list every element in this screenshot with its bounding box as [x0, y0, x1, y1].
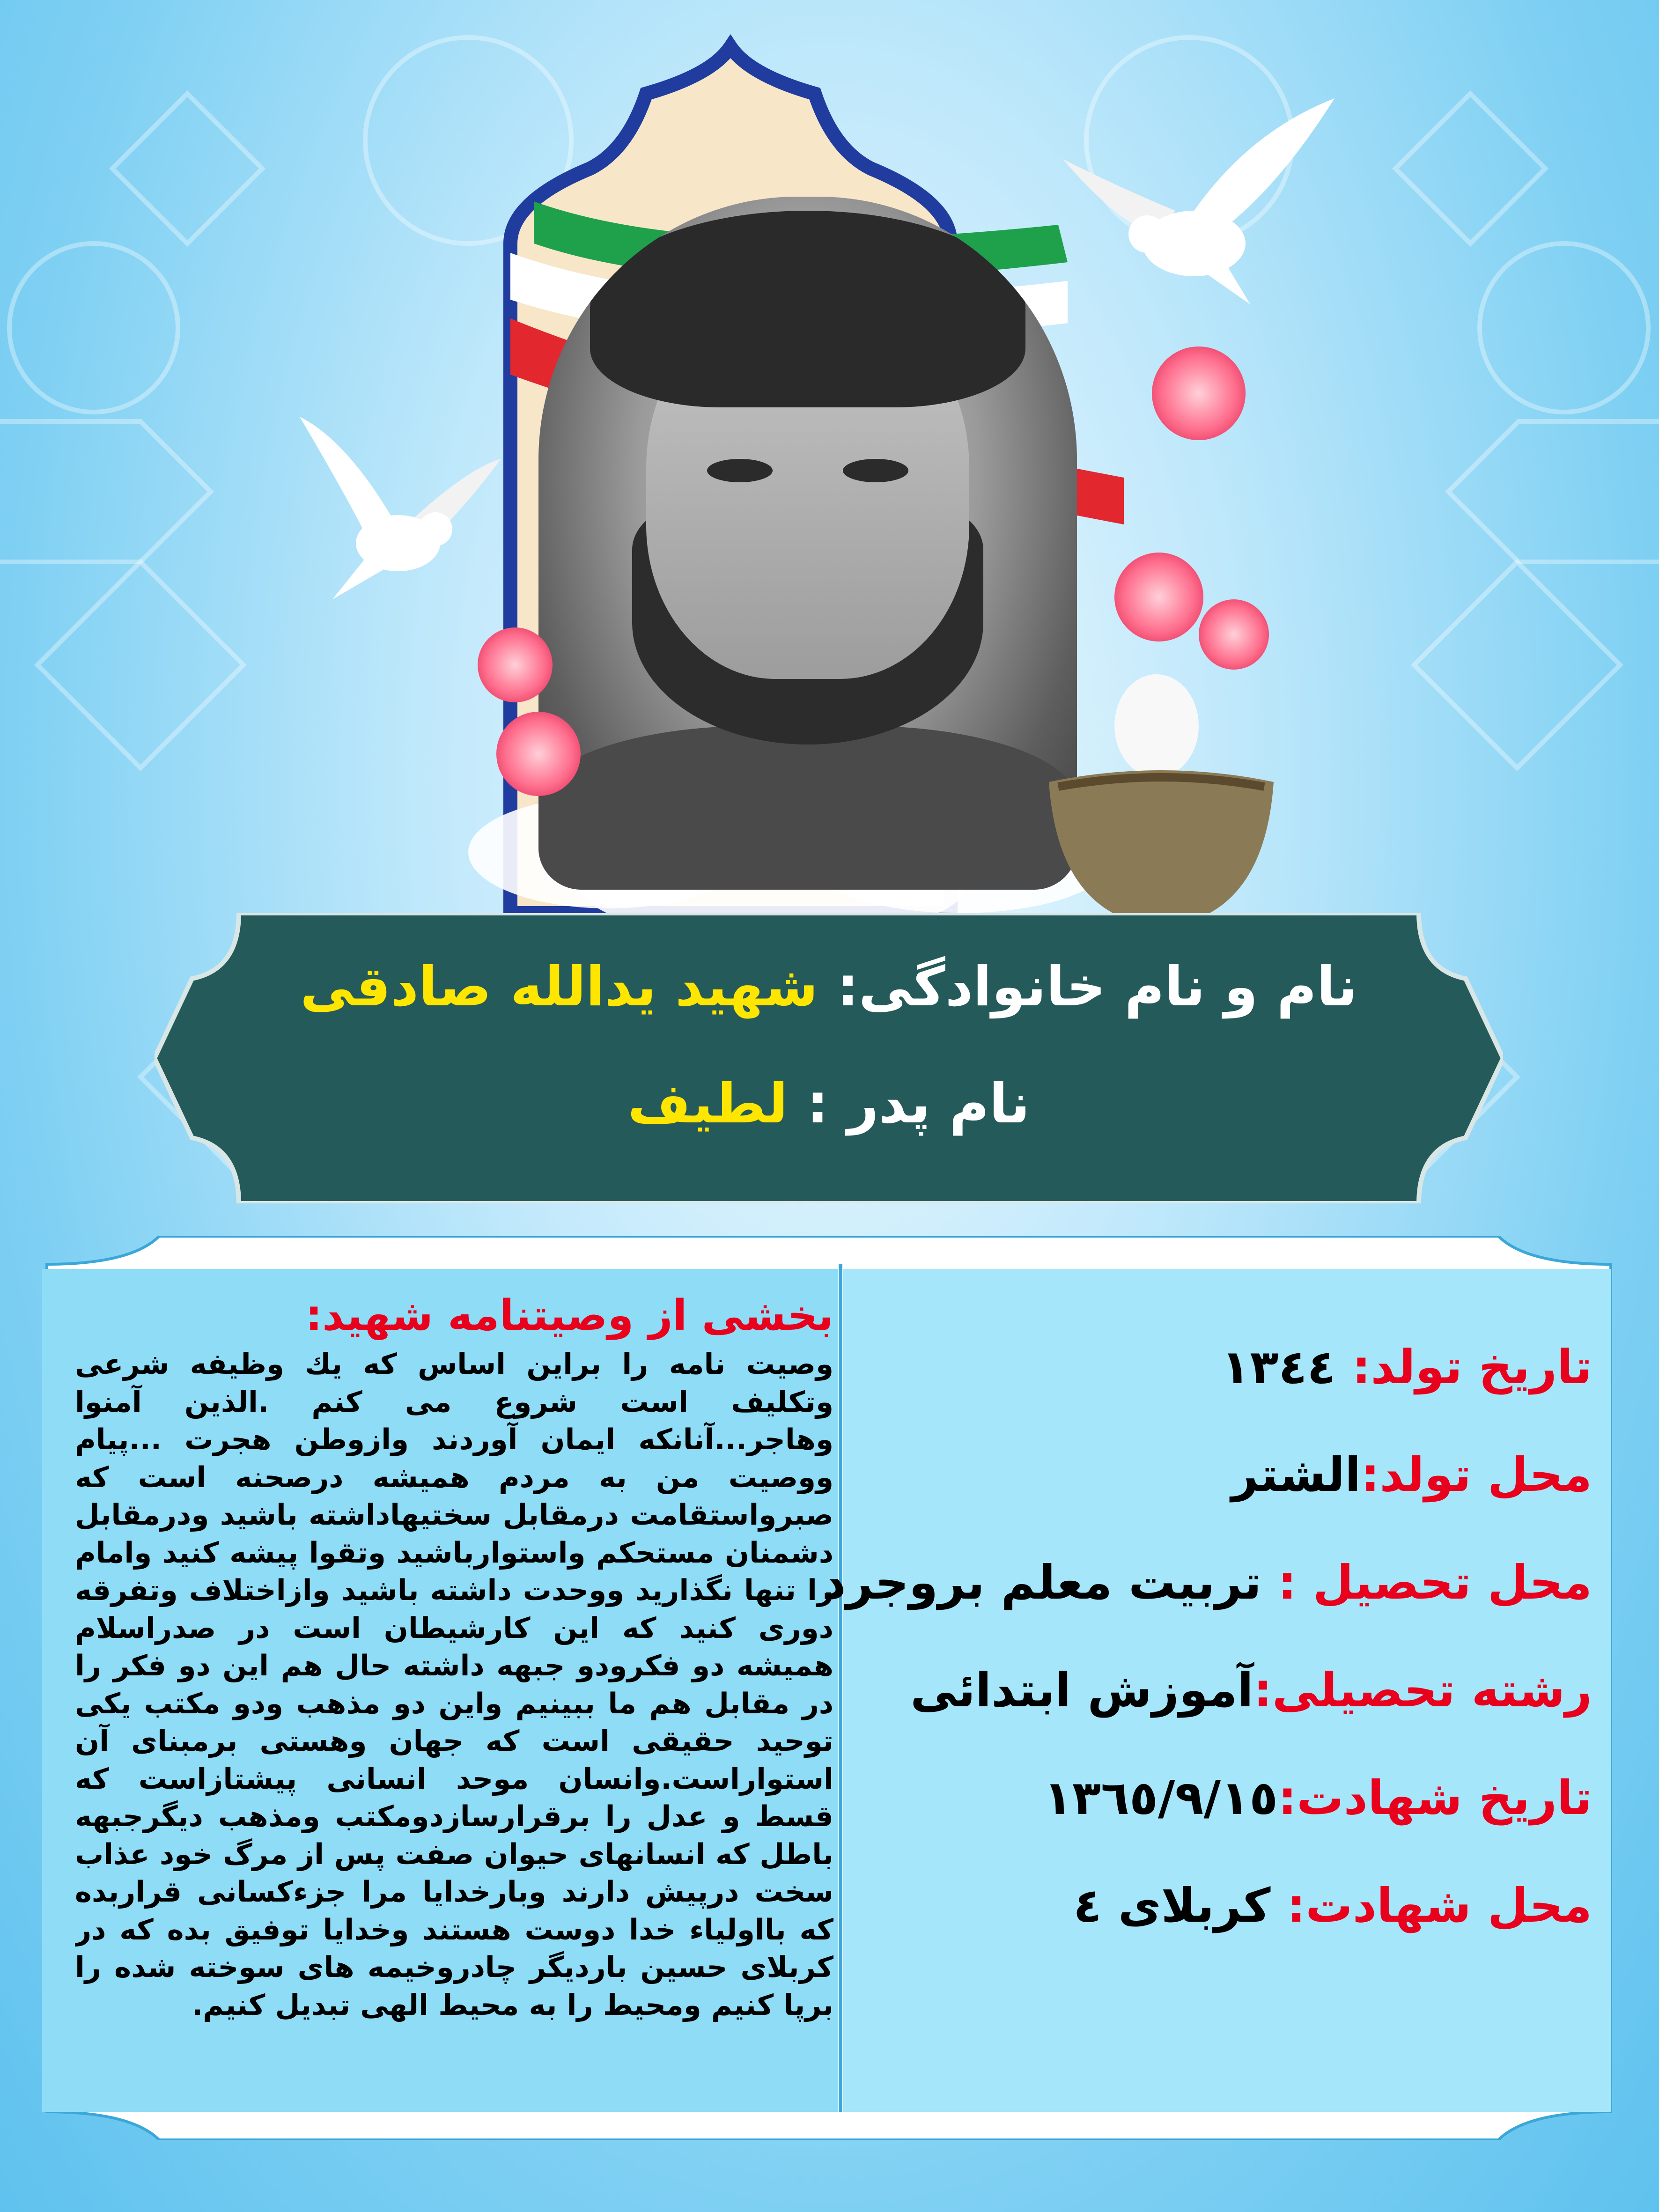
info-row-birth-place: [880, 1447, 1592, 1555]
will-panel: [75, 1292, 833, 2088]
helmet-icon: [1040, 674, 1283, 936]
name-banner: [155, 913, 1503, 1203]
name-label: نام و نام خانوادگی:: [837, 955, 1357, 1018]
info-value: تربیت معلم بروجرد: [822, 1555, 1278, 1610]
rose-icon: [496, 712, 581, 796]
rose-icon: [478, 627, 553, 702]
info-value: ١٣٦٥/٩/١٥: [1043, 1770, 1278, 1825]
name-value: شهید یدالله صادقی: [300, 955, 818, 1018]
info-value: کربلای ٤: [1073, 1878, 1287, 1933]
rose-icon: [1114, 553, 1203, 641]
father-line: [155, 1072, 1503, 1135]
will-title: بخشی از وصیتنامه شهید:: [305, 1292, 833, 1340]
father-value: لطیف: [627, 1072, 788, 1135]
info-row-martyrdom-place: [880, 1878, 1592, 1985]
info-value: الشتر: [1231, 1447, 1361, 1502]
info-label: محل تولد:: [1361, 1447, 1592, 1502]
rose-icon: [1152, 347, 1246, 440]
info-label: رشته تحصیلی:: [1253, 1663, 1592, 1718]
dove-icon: [1054, 94, 1344, 309]
info-label: محل شهادت:: [1287, 1878, 1592, 1933]
name-line: [155, 955, 1503, 1018]
info-value: ١٣٤٤: [1221, 1340, 1352, 1394]
info-value: آموزش ابتدائی: [910, 1663, 1253, 1718]
will-text: وصیت نامه را براین اساس که یك وظیفه شرعی وتکلیف است شروع می کنم .الذین آمنوا وهاجر...آنانکه ایمان آوردند وازوطن هجرت ...پیام ووصیت من به مردم همیشه درصحنه است که صبرواستقامت درمقابل سختیهاداشته باشید ودرمقابل دشمنان مستحکم واستوارباشید وتقوا پیشه کنید وامام را تنها نگذارید ووحدت داشته باشید وازاختلاف وتفرقه دوری کنید که این کارشیطان است در صدراسلام همیشه دو فکرودو جبهه داشته حال هم این دو فکر را در مقابل هم ما ببینیم واین دو مذهب ودو مکتب یکی توحید حقیقی است که جهان وهستی برمبنای آن استواراست.وانسان موحد انسانی پیشتازاست که قسط و عدل را برقرارسازدومکتب ومذهب دیگرجبهه باطل که انسانهای حیوان صفت پس از مرگ خود عذاب سخت درپیش دارند وبارخدایا مرا جزءکسانی قراربده که بااولیاء خدا دوست هستند وخدایا توفیق بده که در کربلای حسین باردیگر چادروخیمه های سوخته شده را برپا کنیم ومحیط را به محیط الهی تبدیل کنیم.: [75, 1348, 833, 2022]
info-label: محل تحصیل :: [1277, 1555, 1592, 1610]
info-row-field: [880, 1662, 1592, 1770]
dove-icon: [290, 412, 506, 609]
info-label: تاریخ تولد:: [1352, 1340, 1592, 1394]
info-panel: [822, 1339, 1592, 2088]
info-row-martyrdom-date: [880, 1770, 1592, 1878]
rose-icon: [1199, 599, 1269, 670]
martyr-portrait: [538, 197, 1077, 890]
info-row-birth-date: [880, 1339, 1592, 1447]
info-label: تاریخ شهادت:: [1278, 1770, 1592, 1825]
father-label: نام پدر :: [806, 1072, 1030, 1135]
info-row-study-place: [822, 1555, 1592, 1662]
